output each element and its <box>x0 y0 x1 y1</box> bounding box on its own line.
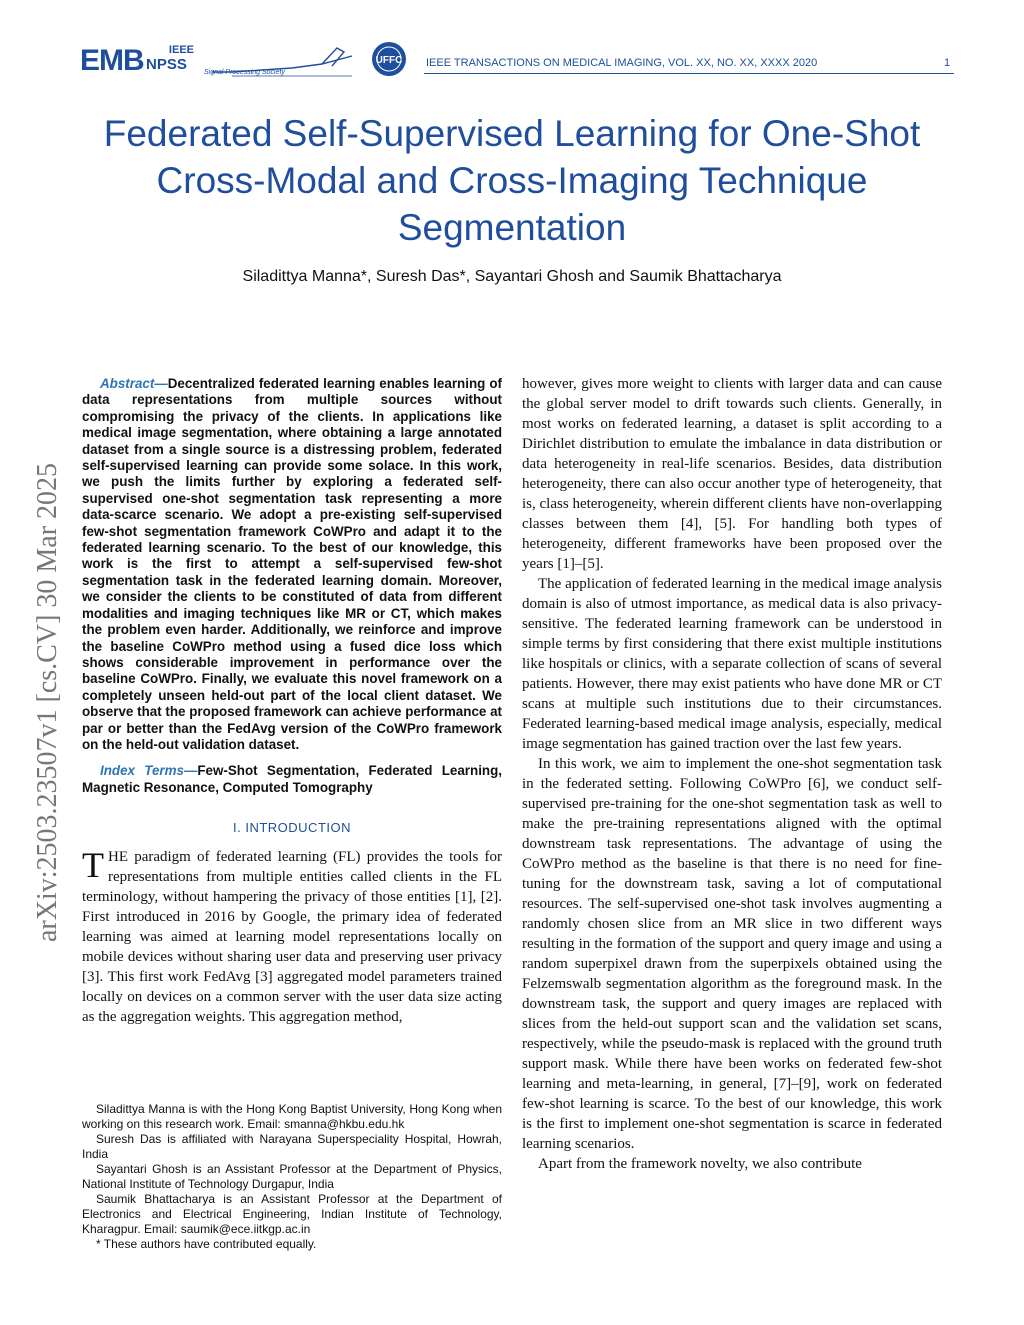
footnote: Sayantari Ghosh is an Assistant Professor at the Department of Physics, National Institute of Technology Durgapur, India <box>82 1162 502 1191</box>
emb-logo: EMB <box>80 44 144 77</box>
left-column <box>82 376 502 1027</box>
right-column <box>522 374 942 1174</box>
index-terms-label: Index Terms— <box>100 763 198 779</box>
journal-running-head: IEEE TRANSACTIONS ON MEDICAL IMAGING, VOL. XX, NO. XX, XXXX 2020 <box>426 57 818 69</box>
arxiv-stamp: arXiv:2503.23507v1 [cs.CV] 30 Mar 2025 <box>32 462 63 942</box>
footnote: Suresh Das is affiliated with Narayana Superspeciality Hospital, Howrah, India <box>82 1132 502 1161</box>
index-terms-text: Few-Shot Segmentation, Federated Learning, Magnetic Resonance, Computed Tomography <box>82 763 503 795</box>
header-rule <box>424 73 954 74</box>
npss-logo-text: NPSS <box>146 56 187 73</box>
paper-title: Federated Self-Supervised Learning for One-Shot Cross-Modal and Cross-Imaging Technique Segmentation <box>103 113 921 248</box>
section-heading-introduction: I. INTRODUCTION <box>233 820 351 836</box>
index-terms <box>82 763 502 796</box>
npss-logo <box>146 44 194 73</box>
abstract-text: Decentralized federated learning enables learning of data representations from multiple sources without compromising the privacy of the clients. In applications like medical image segmentation, where obtaining a large annotated dataset from a single source is a distressing problem, federated self-supervised learning can provide some solace. In this work, we push the limits further by exploring a federated self-supervised one-shot segmentation task representing a more data-scarce scenario. We adopt a pre-existing self-supervised few-shot segmentation framework CoWPro and adapt it to the federated learning scenario. To the best of our knowledge, this work is the first to attempt a self-supervised few-shot segmentation task in the federated learning domain. Moreover, we consider the clients to be constituted of data from different modalities and imaging techniques like MR or CT, which makes the problem even harder. Additionally, we reinforce and improve the baseline CoWPro method using a fused dice loss which shows considerable improvement in performance over the baseline CoWPro. Finally, we evaluate this novel framework on a completely unseen held-out part of the local client dataset. We observe that the proposed framework can achieve performance at par or better than the FedAvg version of the CoWPro framework on the held-out validation dataset. <box>82 376 502 752</box>
page-number: 1 <box>944 57 951 69</box>
footnote: Siladittya Manna is with the Hong Kong Baptist University, Hong Kong when working on this research work. Email: smanna@hkbu.edu.hk <box>82 1102 502 1131</box>
uffc-logo <box>370 40 408 83</box>
sps-logo-text: Signal Processing Society <box>204 69 285 76</box>
body-paragraph: The application of federated learning in the medical image analysis domain is also of utmost importance, as medical data is also privacy-sensitive. The federated learning framework can be understood in simple terms by first considering that there exist multiple institutions like hospitals or clinics, with a separate collection of scans of several patients. However, there may exist patients who have done MR or CT scans at multiple such institutions due to their circumstances. Federated learning-based medical image analysis, especially, medical image segmentation has gained traction over the last few years. <box>522 576 942 752</box>
body-paragraph: In this work, we aim to implement the one-shot segmentation task in the federated setting. Following CoWPro [6], we conduct self-supervised pre-training for the one-shot segmentation task as well to make the pre-training representations aligned with the optimal downstream task representations. The advantage of using the CoWPro method as the baseline is that there is no need for fine-tuning for the downstream task, saving a lot of computational resources. The self-supervised one-shot task involves augmenting a randomly chosen slice from an MR slice in two different ways resulting in the formation of the support and query image and using a random superpixel drawn from the superpixels obtained using the Felzemswalb segmentation algorithm as the foreground mask. In the downstream task, the support and query images are replaced with slices from the held-out support scan and the validation set scans, respectively, while the pseudo-mask is replaced with the ground truth support mask. While there have been works on federated few-shot learning and meta-learning, in general, [7]–[9], work on federated few-shot learning is scarce. To the best of our knowledge, this work is the first to implement one-shot segmentation is scarce in federated learning scenarios. <box>522 756 942 1152</box>
introduction-text: HE paradigm of federated learning (FL) provides the tools for representations from multiple entities called clients in the FL terminology, without hampering the privacy of those entities [1], [2]. First introduced in 2016 by Google, the primary idea of federated learning was aimed at learning model representations locally on mobile devices without sharing user data and preserving user privacy [3]. This first work FedAvg [3] aggregated model parameters trained locally on devices on a common server with the user data size acting as the aggregation weights. This aggregation method, <box>82 849 502 1026</box>
abstract-label: Abstract— <box>100 376 168 391</box>
abstract <box>82 376 502 753</box>
npss-logo-ieee: IEEE <box>168 44 194 56</box>
body-paragraph: however, gives more weight to clients with larger data and can cause the global server model to drift towards such clients. Generally, in most works on federated learning, a dataset is split according to a Dirichlet distribution to emulate the imbalance in data distribution or data heterogeneity in real-life scenarios. Besides, data distribution heterogeneity, there can also occur another type of heterogeneity, that is, class heterogeneity, wherein different clients have non-overlapping classes between them [4], [5]. For handling both types of heterogeneity, different frameworks have been proposed over the years [1]–[5]. <box>522 376 942 572</box>
footnote: Saumik Bhattacharya is an Assistant Professor at the Department of Electronics and Electrical Engineering, Indian Institute of Technology, Kharagpur. Email: saumik@ece.iitkgp.ac.in <box>82 1192 502 1236</box>
journal-logos <box>80 40 410 80</box>
body-paragraph: Apart from the framework novelty, we also contribute <box>538 1156 862 1172</box>
introduction-paragraph <box>82 847 502 1027</box>
drop-cap: T <box>82 845 104 886</box>
author-list: Siladittya Manna*, Suresh Das*, Sayantari Ghosh and Saumik Bhattacharya <box>242 268 782 285</box>
author-footnotes <box>82 1102 502 1252</box>
uffc-logo-text: UFFC <box>375 55 403 66</box>
footnote: * These authors have contributed equally. <box>96 1237 317 1251</box>
signal-processing-society-logo <box>202 42 362 87</box>
